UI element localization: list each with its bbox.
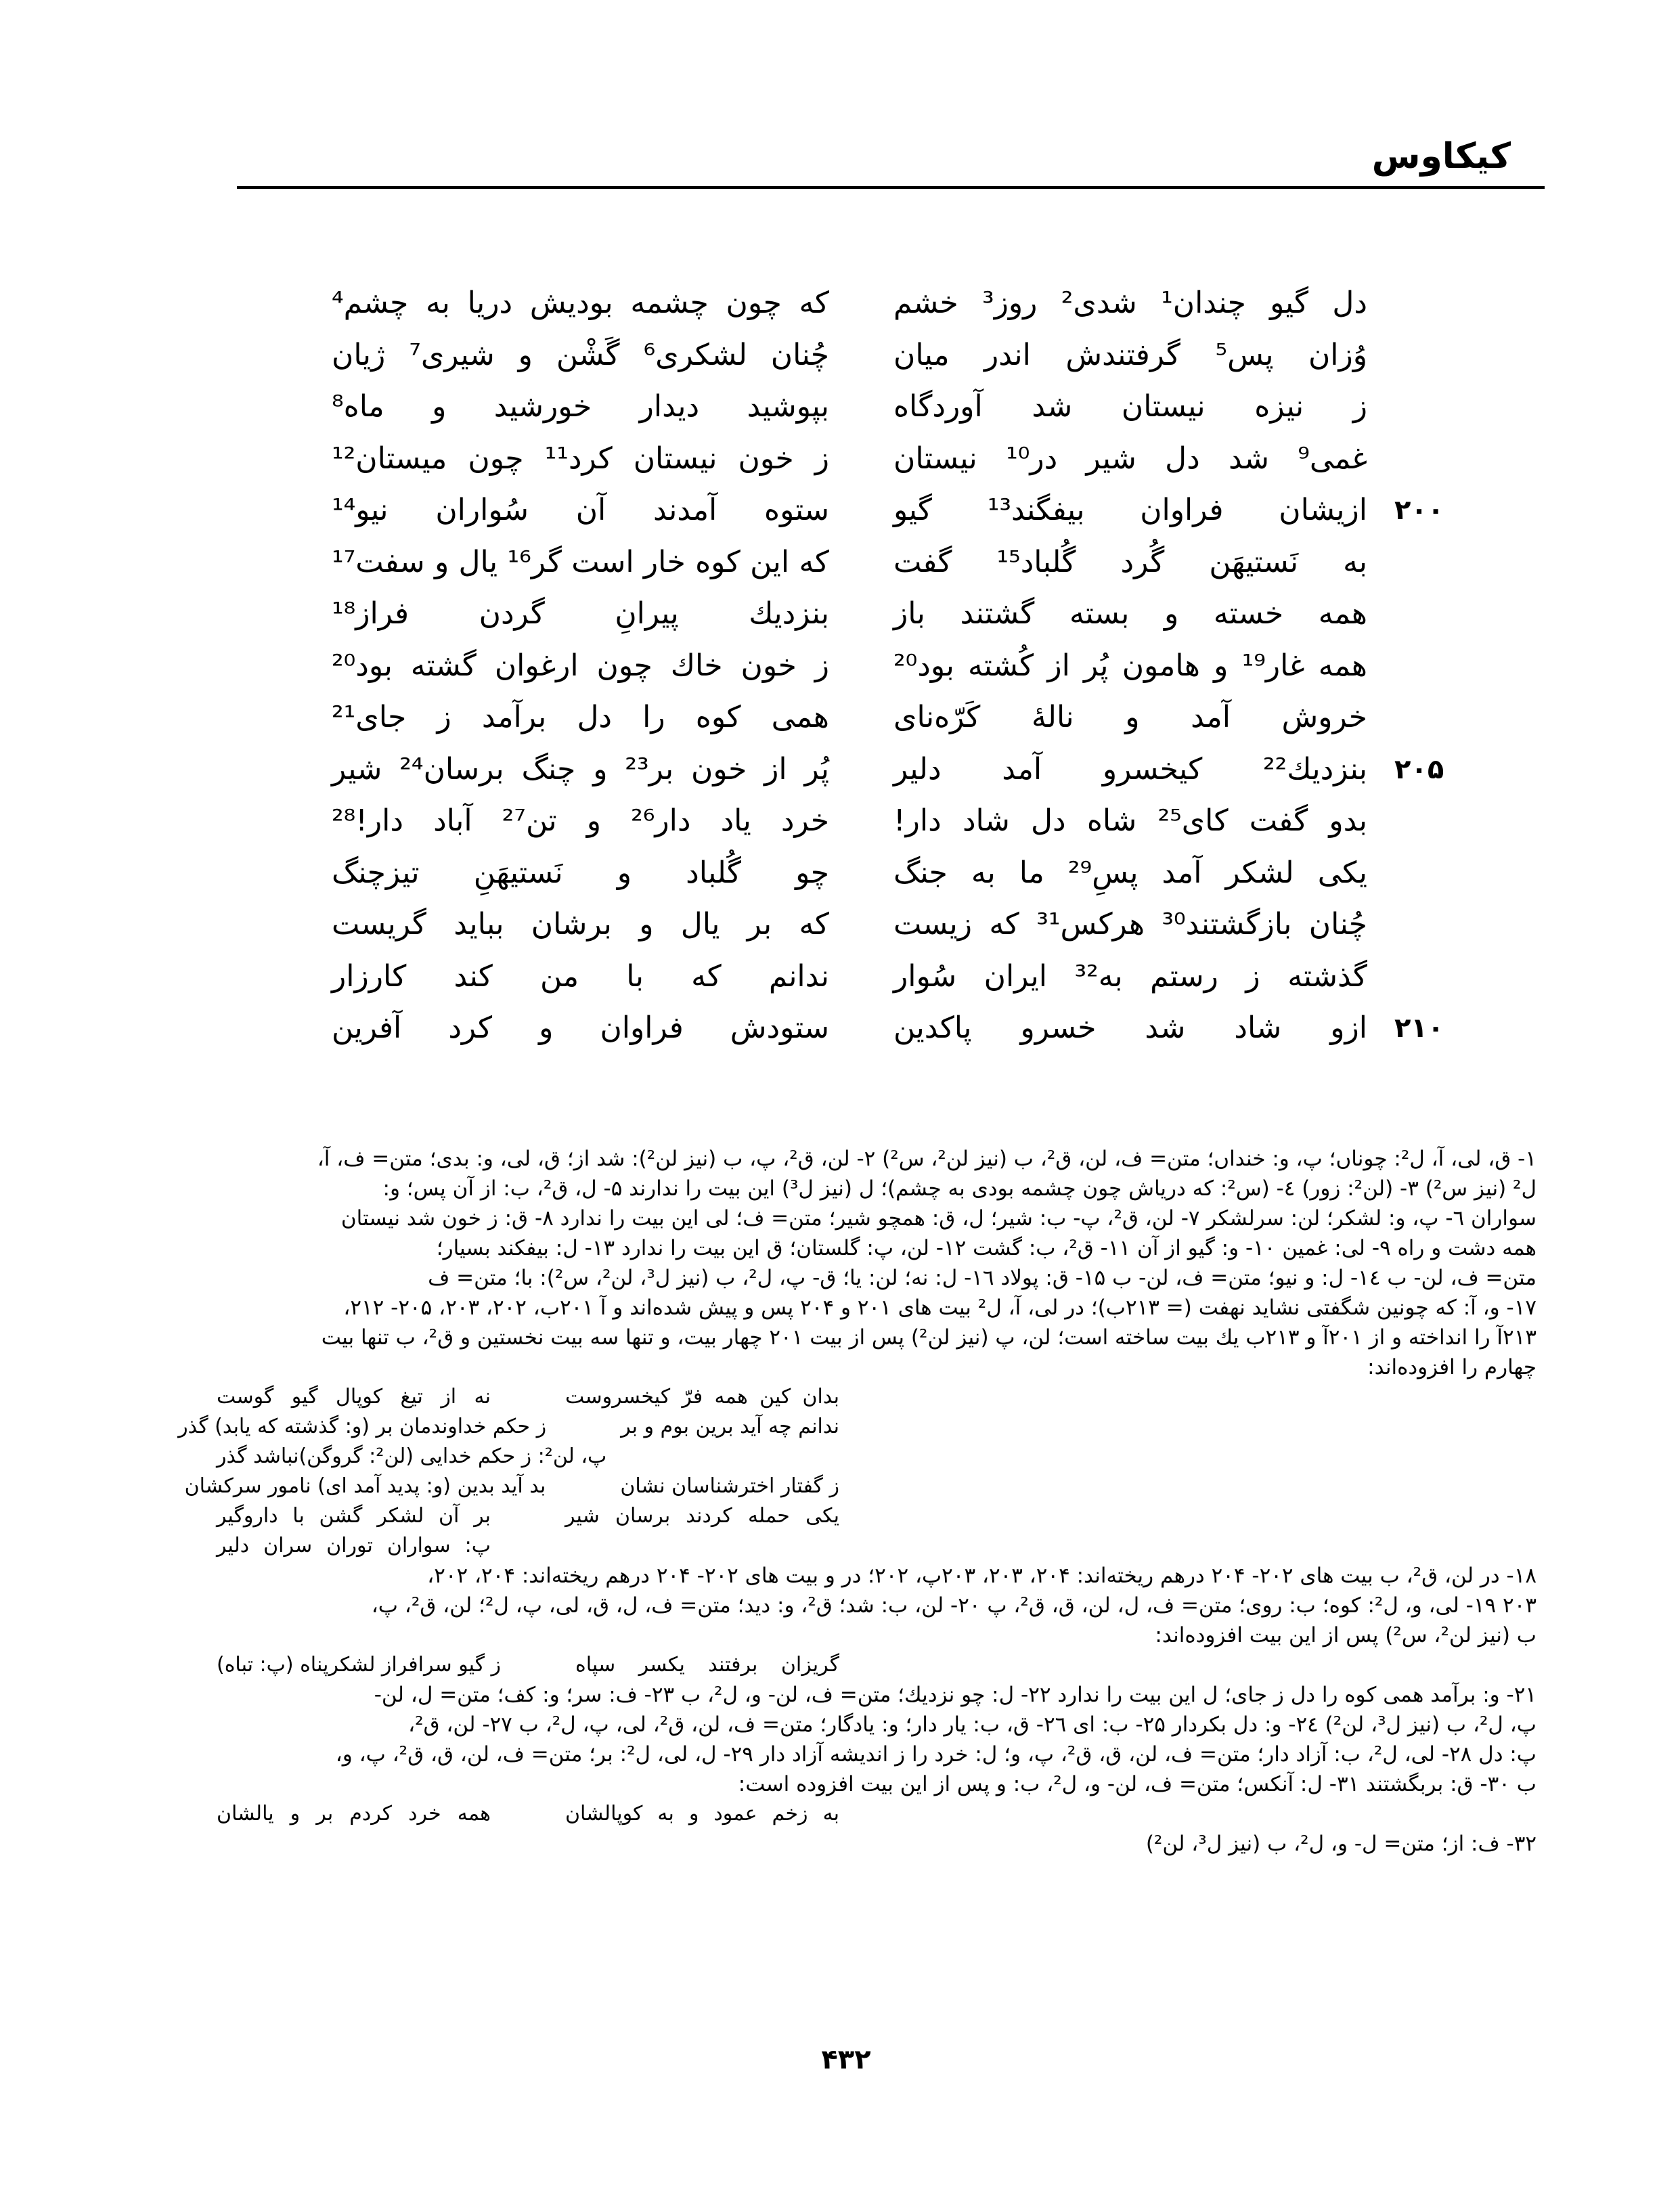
verse-row <box>332 433 1476 485</box>
footnote-hemistich-b: بد آید بدین (و: پدید آمد ای) نامور سرکشان <box>184 1474 546 1498</box>
first-hemistich: گذشته ز رستم به³² ایران سُوار <box>893 958 1367 994</box>
verse-row <box>332 485 1476 537</box>
footnote-line: ۲۱- و: برآمد همی کوه را دل ز جای؛ ل این بیت را ندارد ۲۲- ل: چو نزدیك؛ متن= ف، لن- و، ل²، ب ۲۳- ف: سر؛ و: کف؛ متن= ل، لن- <box>374 1683 1537 1707</box>
second-hemistich: که بر یال و برشان بباید گریست <box>332 907 829 942</box>
second-hemistich: که چون چشمه بودیش دریا به چشم⁴ <box>332 286 829 321</box>
verse-row <box>332 1002 1476 1055</box>
verse-row <box>332 278 1476 330</box>
footnote-line: چهارم را افزوده‌اند: <box>1367 1355 1537 1379</box>
footnote-line: متن= ف، لن- ب ۱٤- ل: و نیو؛ متن= ف، لن- ب ۱۵- ق: پولاد ۱٦- ل: نه؛ لن: یا؛ ق- پ، ل²، ب (نیز ل³، لن²، س²): با؛ متن= ف <box>428 1266 1537 1290</box>
footnote-hemistich-b: نه از تیغ کوپال گیو گوست <box>217 1385 491 1409</box>
footnote-line: ۳۲- ف: از؛ متن= ل- و، ل²، ب (نیز ل³، لن²) <box>1145 1832 1537 1856</box>
verse-row <box>332 951 1476 1003</box>
verse-row <box>332 588 1476 640</box>
footnote-extra-verses <box>178 1382 1537 1561</box>
verse-row <box>332 381 1476 433</box>
second-hemistich: خرد یاد دار²⁶ و تن²⁷ آباد دار!²⁸ <box>332 803 829 839</box>
footnote-hemistich-b: همه خرد کردم بر و یالشان <box>217 1802 491 1826</box>
footnote-line: ۱۷- و، آ: که چونین شگفتی نشاید نهفت (= ۲۱۳ب)؛ در لی، آ، ل² بیت های ۲۰۱ و ۲۰۴ پس و پیش شده‌اند و آ ۲۰۱ب، ۲۰۲، ۲۰۳، ۲۰۵- ۲۱۲، <box>343 1296 1537 1320</box>
first-hemistich: همه غار¹⁹ و هامون پُر از کُشته بود²⁰ <box>893 648 1367 683</box>
running-header-title: کیکاوس <box>1371 136 1511 177</box>
footnote-verse-row <box>217 1501 1537 1531</box>
footnote-verse-row <box>217 1650 1537 1680</box>
footnote-hemistich-a: ز گفتار اخترشناسان نشان <box>620 1474 839 1498</box>
verse-number: ۲۱۰ <box>1394 1013 1444 1044</box>
second-hemistich: ز خون خاك چون ارغوان گشته بود²⁰ <box>332 648 829 683</box>
second-hemistich: چُنان لشکری⁶ گَشْن و شیری⁷ ژیان <box>332 337 830 372</box>
footnote-hemistich-b: ز گیو سرافراز لشکرپناه (پ: تباه) <box>217 1653 502 1677</box>
second-hemistich: ز خون نیستان کرد¹¹ چون میستان¹² <box>332 441 829 476</box>
footnote-verse-row <box>217 1799 1537 1829</box>
first-hemistich: غمی⁹ شد دل شیر در¹⁰ نیستان <box>893 441 1368 476</box>
verse-row <box>332 744 1476 796</box>
second-hemistich: ستوه آمدند آن سُواران نیو¹⁴ <box>332 493 829 528</box>
footnotes <box>178 1144 1537 1859</box>
first-hemistich: یکی لشکر آمد پسِ²⁹ ما به جنگ <box>893 855 1367 890</box>
footnote-line: ۱۸- در لن، ق²، ب بیت های ۲۰۲- ۲۰۴ درهم ریخته‌اند: ۲۰۴، ۲۰۳، ۲۰۳پ، ۲۰۲؛ در و بیت های ۲۰۲- ۲۰۴ درهم ریخته‌اند: ۲۰۴، ۲۰۲، <box>427 1564 1537 1588</box>
footnote-hemistich-a: گریزان برفتند یکسر سپاه <box>575 1653 839 1677</box>
footnote-hemistich-a: یکی حمله کردند برسان شیر <box>565 1504 839 1528</box>
footnote-hemistich-b: پ: سواران توران سران دلیر <box>217 1534 491 1557</box>
second-hemistich: بپوشید دیدار خورشید و ماه⁸ <box>332 389 829 424</box>
first-hemistich: همه خسته و بسته گشتند باز <box>893 596 1367 632</box>
footnote-line: ۱- ق، لی، آ، ل²: چوناں؛ پ، و: خنداں؛ متن= ف، لن، ق²، ب (نیز لن²، س²) ۲- لن، ق²، پ، ب (نیز لن²): شد از؛ ق، لی، و: بدی؛ متن= ف، آ، <box>317 1147 1537 1171</box>
first-hemistich: ازو شاد شد خسرو پاکدین <box>893 1011 1367 1046</box>
second-hemistich: پُر از خون بر²³ و چنگ برسان²⁴ شیر <box>332 751 829 787</box>
first-hemistich: بنزدیك²² کیخسرو آمد دلیر <box>893 751 1367 787</box>
second-hemistich: ندانم که با من کند کارزار <box>332 958 829 994</box>
footnote-line: ۲۱۳آ را انداخته و از ۲۰۱آ و ۲۱۳ب یك بیت ساخته است؛ لن، پ (نیز لن²) پس از بیت ۲۰۱ چهار بیت، و تنها سه بیت نخستین و ق²، ب تنها بیت <box>321 1325 1537 1350</box>
verse-number: ۲۰۵ <box>1394 753 1444 785</box>
first-hemistich: دل گیو چندان¹ شدی² روز³ خشم <box>893 286 1367 321</box>
verse-row <box>332 847 1476 900</box>
first-hemistich: ز نیزه نیستان شد آوردگاه <box>893 389 1367 424</box>
footnote-hemistich-a: به زخم عمود و به کوپالشان <box>565 1802 839 1826</box>
footnote-hemistich-b: ز حکم خداوندمان بر (و: گذشته که یابد) گذر <box>178 1415 547 1438</box>
footnote-line: همه دشت و راه ۹- لی: غمین ۱۰- و: گیو از آن ۱۱- ق²، ب: گشت ۱۲- لن، پ: گلستان؛ ق این بیت را ندارد ۱۳- ل: بیفکند بسیار؛ <box>436 1236 1537 1260</box>
footnote-hemistich-a: ندانم چه آید برین بوم و بر <box>621 1415 839 1438</box>
verse-row <box>332 537 1476 589</box>
footnote-verse-row <box>217 1382 1537 1412</box>
footnote-extra-verse-31 <box>217 1799 1537 1829</box>
footnote-verse-row <box>217 1531 1537 1561</box>
footnote-hemistich-a: بدان کین همه فرّ کیخسروست <box>565 1385 839 1409</box>
footnote-line: سواران ٦- پ، و: لشکر؛ لن: سرلشکر ۷- لن، ق²، پ- ب: شیر؛ ل، ق: همچو شیر؛ متن= ف؛ لی این بیت را ندارد ۸- ق: ز خون شد نیستان <box>340 1206 1537 1231</box>
second-hemistich: همی کوه را دل برآمد ز جای²¹ <box>332 700 829 735</box>
footnote-line: ب (نیز لن²، س²) پس از این بیت افزوده‌اند: <box>1155 1623 1537 1648</box>
verse-row <box>332 899 1476 951</box>
second-hemistich: بنزدیك پیرانِ گردن فراز¹⁸ <box>332 596 829 632</box>
verse-row <box>332 640 1476 692</box>
footnote-line: ب ۳۰- ق: بربگشتند ۳۱- ل: آنکس؛ متن= ف، لن- و، ل²، ب: و پس از این بیت افزوده است: <box>738 1772 1537 1796</box>
verse-number: ۲۰۰ <box>1394 495 1444 527</box>
first-hemistich: خروش آمد و نالهٔ کَرّه‌نای <box>893 700 1367 735</box>
second-hemistich: چو گُلباد و نَستیهَنِ تیزچنگ <box>332 855 829 890</box>
verse-row <box>332 692 1476 744</box>
footnote-verse-row <box>184 1472 1537 1501</box>
footnote-hemistich-b: پ، لن²: ز حکم خدایی (لن²: گروگن)نباشد گذر <box>217 1444 607 1468</box>
second-hemistich: که این کوه خار است گر¹⁶ یال و سفت¹⁷ <box>332 544 829 579</box>
verse-row <box>332 330 1476 382</box>
footnote-line: ل² (نیز س²) ۳- (لن²: زور) ٤- (س²: که دریاش چون چشمه بودی به چشم)؛ ل (نیز ل³) این بیت را ندارند ۵- ل، ق²، ب: از آن پس؛ و: <box>382 1176 1537 1201</box>
first-hemistich: چُنان بازگشتند³⁰ هرکس³¹ که زیست <box>893 907 1367 942</box>
header-rule <box>237 186 1545 189</box>
second-hemistich: ستودش فراوان و کرد آفرین <box>332 1011 829 1046</box>
footnote-verse-row <box>217 1442 1537 1472</box>
footnote-line: ۲۰۳ ۱۹- لی، و، ل²: کوه؛ ب: روی؛ متن= ف، ل، لن، ق، ق²، پ ۲۰- لن، ب: شد؛ ق²، و: دید؛ متن= ف، ل، ق، لی، پ، ل²؛ لن، ق²، پ، <box>371 1593 1537 1618</box>
first-hemistich: وُزان پس⁵ گرفتندش اندر میان <box>893 337 1367 372</box>
verse-section <box>332 278 1476 1055</box>
first-hemistich: ازیشان فراوان بیفگند¹³ گیو <box>893 493 1367 528</box>
first-hemistich: به نَستیهَن گُرد گُلباد¹⁵ گفت <box>893 544 1367 579</box>
verse-row <box>332 795 1476 847</box>
page-number: ۴۳۲ <box>821 2044 871 2075</box>
footnote-line: پ: دل ۲۸- لی، ل²، ب: آزاد دار؛ متن= ف، لن، ق، ق²، پ، و؛ ل: خرد را ز اندیشه آزاد دار ۲۹- ل، لی، ل²: بر؛ متن= ف، لن، ق، ق²، پ، و، <box>335 1742 1537 1767</box>
footnote-verse-row <box>178 1412 1537 1442</box>
footnote-extra-verse-20 <box>217 1650 1537 1680</box>
first-hemistich: بدو گفت کای²⁵ شاه دل شاد دار! <box>893 803 1367 839</box>
footnote-hemistich-b: بر آن لشکر گشن با داروگیر <box>217 1504 491 1528</box>
footnote-line: پ، ل²، ب (نیز ل³، لن²) ۲٤- و: دل بکردار ۲۵- ب: ای ۲٦- ق، ب: یار دار؛ و: یادگار؛ متن= ف، لن، ق²، لی، پ، ل²، ب ۲۷- لن، ق²، <box>408 1712 1537 1737</box>
